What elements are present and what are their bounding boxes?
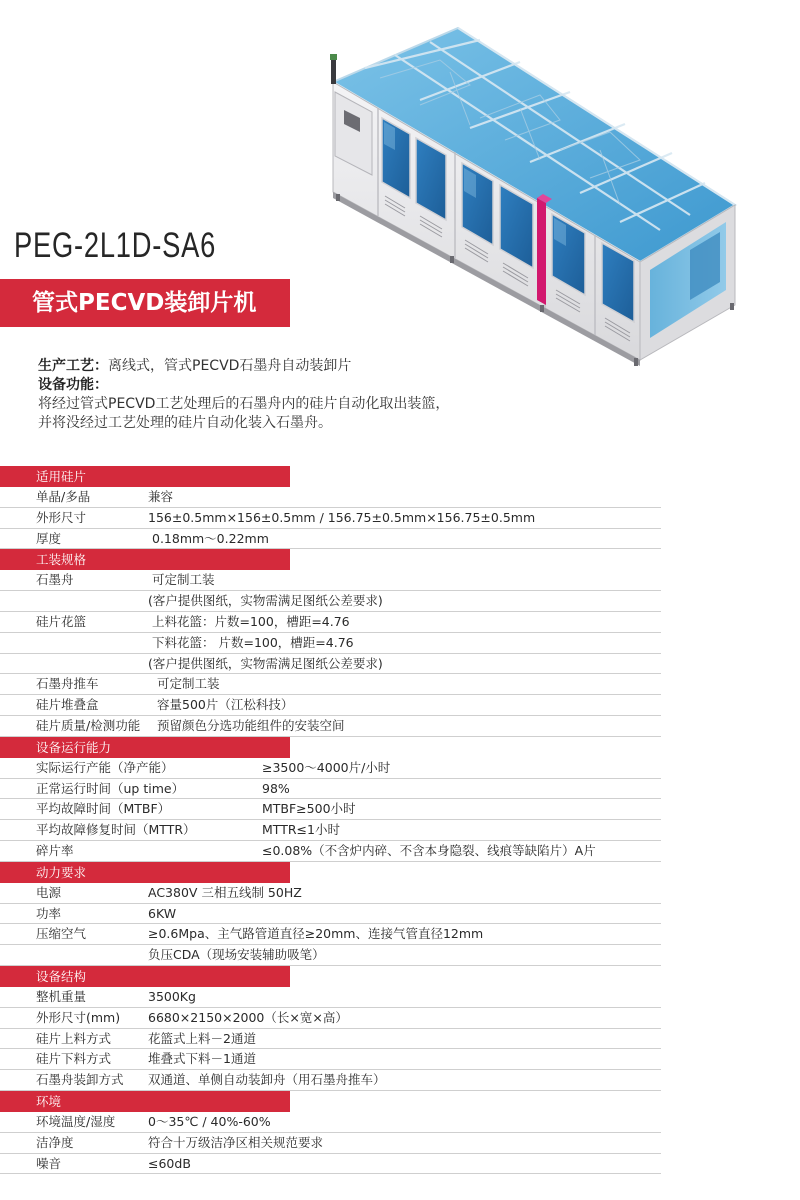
intro-block xyxy=(38,357,449,433)
spec-row xyxy=(0,1133,661,1154)
section-header-capability: 设备运行能力 xyxy=(0,737,290,758)
spec-value: 负压CDA（现场安装辅助吸笔） xyxy=(148,947,325,963)
spec-row xyxy=(0,1029,661,1050)
spec-value: 兼容 xyxy=(148,489,174,504)
spec-value: 符合十万级洁净区相关规范要求 xyxy=(148,1134,324,1150)
spec-value: MTTR≤1小时 xyxy=(262,822,340,838)
spec-key: 硅片下料方式 xyxy=(36,1051,112,1067)
spec-row xyxy=(0,570,661,591)
spec-value: ≤60dB xyxy=(148,1155,191,1171)
machine-illustration xyxy=(290,8,770,380)
process-value: 离线式，管式PECVD石墨舟自动装卸片 xyxy=(108,358,352,374)
section-header-environment: 环境 xyxy=(0,1091,290,1112)
spec-value: 堆叠式下料－1通道 xyxy=(148,1051,256,1067)
spec-value: (客户提供图纸，实物需满足图纸公差要求) xyxy=(148,655,383,671)
spec-value: 预留颜色分选功能组件的安装空间 xyxy=(157,717,345,733)
spec-key: 石墨舟推车 xyxy=(36,676,99,692)
spec-row xyxy=(0,758,661,779)
spec-row xyxy=(0,799,661,820)
spec-row xyxy=(0,1070,661,1091)
product-name-banner: 管式PECVD装卸片机 xyxy=(0,279,290,327)
spec-value: 花篮式上料－2通道 xyxy=(148,1030,256,1046)
section-header-tooling: 工装规格 xyxy=(0,549,290,570)
spec-row xyxy=(0,820,661,841)
spec-value: 6680×2150×2000（长×宽×高） xyxy=(148,1009,348,1025)
spec-row xyxy=(0,924,661,945)
model-number: PEG-2L1D-SA6 xyxy=(14,226,217,265)
spec-row xyxy=(0,779,661,800)
spec-table xyxy=(0,466,800,1174)
spec-value: 0～35℃ / 40%-60% xyxy=(148,1113,271,1129)
spec-key: 碎片率 xyxy=(36,842,74,858)
spec-key: 实际运行产能（净产能） xyxy=(36,759,174,775)
spec-value: 可定制工装 xyxy=(152,572,215,588)
spec-row xyxy=(0,716,661,737)
spec-row xyxy=(0,508,661,529)
spec-key: 硅片堆叠盒 xyxy=(36,697,99,713)
spec-row xyxy=(0,883,661,904)
spec-key: 正常运行时间（up time） xyxy=(36,780,185,796)
spec-key: 平均故障时间（MTBF） xyxy=(36,801,171,817)
spec-key: 硅片质量/检测功能 xyxy=(36,717,141,733)
spec-key: 外形尺寸(mm) xyxy=(36,1009,121,1025)
spec-key: 硅片上料方式 xyxy=(36,1030,112,1046)
spec-value: MTBF≥500小时 xyxy=(262,801,356,817)
function-line-1: 将经过管式PECVD工艺处理后的石墨舟内的硅片自动化取出装篮， xyxy=(38,396,450,412)
spec-key: 硅片花篮 xyxy=(36,613,87,629)
spec-row xyxy=(0,987,661,1008)
spec-value: ≥3500～4000片/小时 xyxy=(262,759,391,775)
function-line-2: 并将没经过工艺处理的硅片自动化装入石墨舟。 xyxy=(38,415,332,431)
spec-row xyxy=(0,654,661,675)
spec-value: 上料花篮：片数=100，槽距=4.76 xyxy=(152,613,350,629)
spec-key: 压缩空气 xyxy=(36,926,87,942)
spec-row xyxy=(0,1049,661,1070)
process-label: 生产工艺： xyxy=(38,358,108,374)
spec-value: AC380V 三相五线制 50HZ xyxy=(148,884,302,900)
spec-value: 156±0.5mm×156±0.5mm / 156.75±0.5mm×156.75±0.5mm xyxy=(148,509,536,525)
spec-value: ≤0.08%（不含炉内碎、不含本身隐裂、线痕等缺陷片）A片 xyxy=(262,842,596,858)
spec-row xyxy=(0,633,661,654)
spec-row xyxy=(0,1154,661,1175)
spec-key: 整机重量 xyxy=(36,988,87,1004)
spec-key: 单晶/多晶 xyxy=(36,489,91,504)
spec-value: 98% xyxy=(262,780,290,796)
spec-row xyxy=(0,529,661,550)
spec-key: 厚度 xyxy=(36,530,62,546)
spec-key: 环境温度/湿度 xyxy=(36,1113,116,1129)
spec-row xyxy=(0,1112,661,1133)
section-header-power: 动力要求 xyxy=(0,862,290,883)
spec-row xyxy=(0,695,661,716)
spec-value: 下料花篮： 片数=100，槽距=4.76 xyxy=(152,634,354,650)
spec-key: 外形尺寸 xyxy=(36,509,87,525)
spec-row xyxy=(0,945,661,966)
spec-key: 平均故障修复时间（MTTR） xyxy=(36,822,196,838)
spec-value: (客户提供图纸，实物需满足图纸公差要求) xyxy=(148,593,383,609)
spec-key: 功率 xyxy=(36,905,62,921)
spec-value: 可定制工装 xyxy=(157,676,220,692)
spec-row xyxy=(0,487,661,508)
spec-value: 容量500片（江松科技） xyxy=(157,697,294,713)
spec-row xyxy=(0,674,661,695)
spec-row xyxy=(0,1008,661,1029)
spec-row xyxy=(0,591,661,612)
spec-row xyxy=(0,612,661,633)
spec-key: 电源 xyxy=(36,884,62,900)
spec-value: 双通道、单侧自动装卸舟（用石墨舟推车） xyxy=(148,1072,386,1088)
section-header-structure: 设备结构 xyxy=(0,966,290,987)
spec-value: ≥0.6Mpa、主气路管道直径≥20mm、连接气管直径12mm xyxy=(148,926,484,942)
spec-row xyxy=(0,904,661,925)
spec-value: 3500Kg xyxy=(148,988,196,1004)
spec-key: 石墨舟 xyxy=(36,572,74,588)
spec-value: 0.18mm～0.22mm xyxy=(152,530,269,546)
spec-key: 噪音 xyxy=(36,1155,62,1171)
spec-key: 洁净度 xyxy=(36,1134,74,1150)
section-header-wafer: 适用硅片 xyxy=(0,466,290,487)
spec-row xyxy=(0,841,661,862)
function-label: 设备功能： xyxy=(38,377,108,393)
spec-value: 6KW xyxy=(148,905,177,921)
spec-key: 石墨舟装卸方式 xyxy=(36,1072,124,1088)
